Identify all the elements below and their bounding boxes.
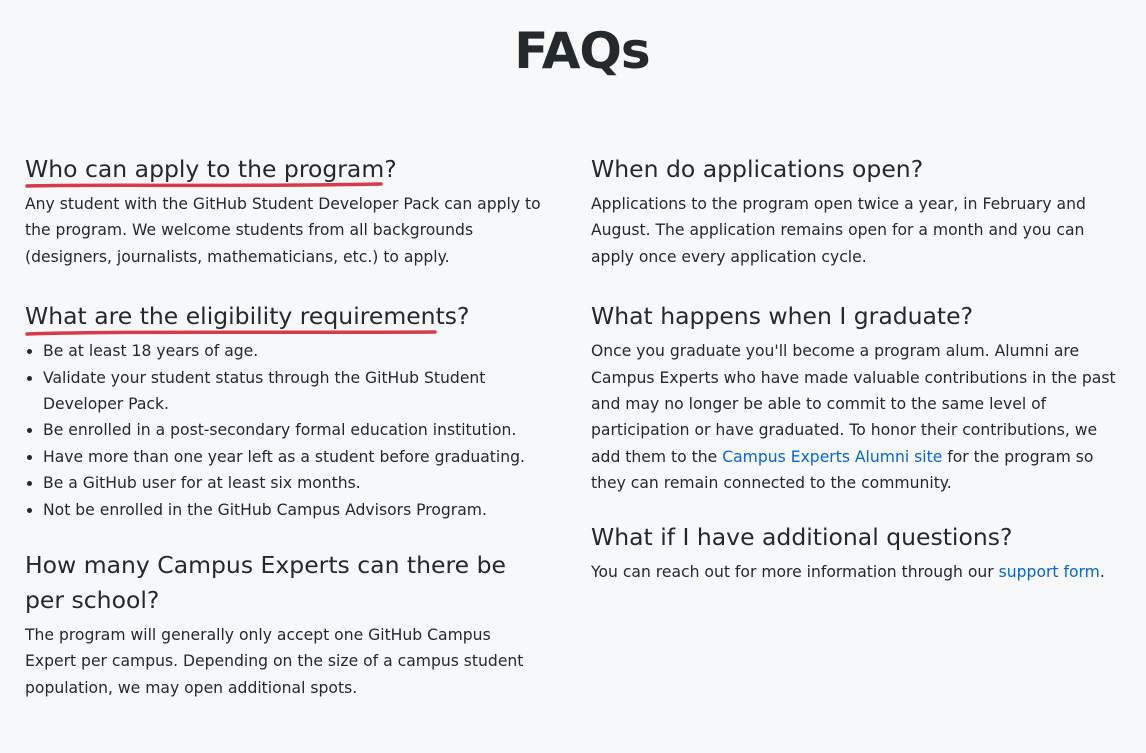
faq-who-can-apply: [25, 152, 555, 270]
faq-answer: Applications to the program open twice a year, in February and August. The application remains open for a month and you can apply once every application cycle.: [591, 195, 1086, 266]
faq-question: [25, 299, 470, 334]
faq-answer-text: Once you graduate you'll become a program alum. Alumni are Campus Experts who have made valuable contributions in the past and may no longer be able to commit to the same level of participation or have graduated. To honor their contributions, we add them to the: [591, 342, 1116, 466]
faq-answer: Any student with the GitHub Student Developer Pack can apply to the program. We welcome students from all backgrounds (designers, journalists, mathematicians, etc.) to apply.: [25, 195, 541, 266]
page-title: FAQs: [514, 22, 650, 80]
faq-question-text: Who can apply to the program?: [25, 155, 397, 183]
faq-question: [25, 152, 397, 187]
faq-additional-questions: [591, 520, 1121, 585]
alumni-site-link[interactable]: Campus Experts Alumni site: [722, 447, 943, 466]
faq-question: What happens when I graduate?: [591, 302, 974, 331]
faq-answer-text: You can reach out for more information through our: [591, 562, 999, 581]
list-item: • Have more than one year left as a student before graduating.: [43, 444, 555, 470]
support-form-link[interactable]: support form: [998, 562, 1100, 581]
list-item: • Validate your student status through the GitHub Student Developer Pack.: [43, 365, 555, 418]
faq-experts-per-school: [25, 548, 555, 701]
faq-question: How many Campus Experts can there be per school?: [25, 551, 506, 615]
faq-applications-open: [591, 152, 1121, 270]
faq-question-text: What are the eligibility requirements?: [25, 302, 470, 331]
list-item: • Be a GitHub user for at least six months.: [43, 470, 555, 496]
faq-graduate: [591, 299, 1121, 496]
faq-answer: [591, 559, 1121, 585]
faq-left-column: [25, 152, 555, 701]
list-item: • Not be enrolled in the GitHub Campus Advisors Program.: [43, 497, 555, 523]
faq-question: What if I have additional questions?: [591, 522, 1013, 551]
faq-eligibility: [25, 299, 555, 523]
faq-answer: The program will generally only accept one GitHub Campus Expert per campus. Depending on the size of a campus student population, we may open additional spots.: [25, 626, 524, 697]
faq-answer: [591, 338, 1121, 496]
faq-right-column: [591, 152, 1121, 585]
faq-question: When do applications open?: [591, 155, 924, 183]
list-item: • Be at least 18 years of age.: [43, 338, 555, 364]
eligibility-list: [25, 338, 555, 523]
faq-answer-text: .: [1099, 562, 1105, 581]
list-item: • Be enrolled in a post-secondary formal education institution.: [43, 417, 555, 443]
faq-answer-text: for the program so they can remain connected to the community.: [591, 447, 1094, 493]
